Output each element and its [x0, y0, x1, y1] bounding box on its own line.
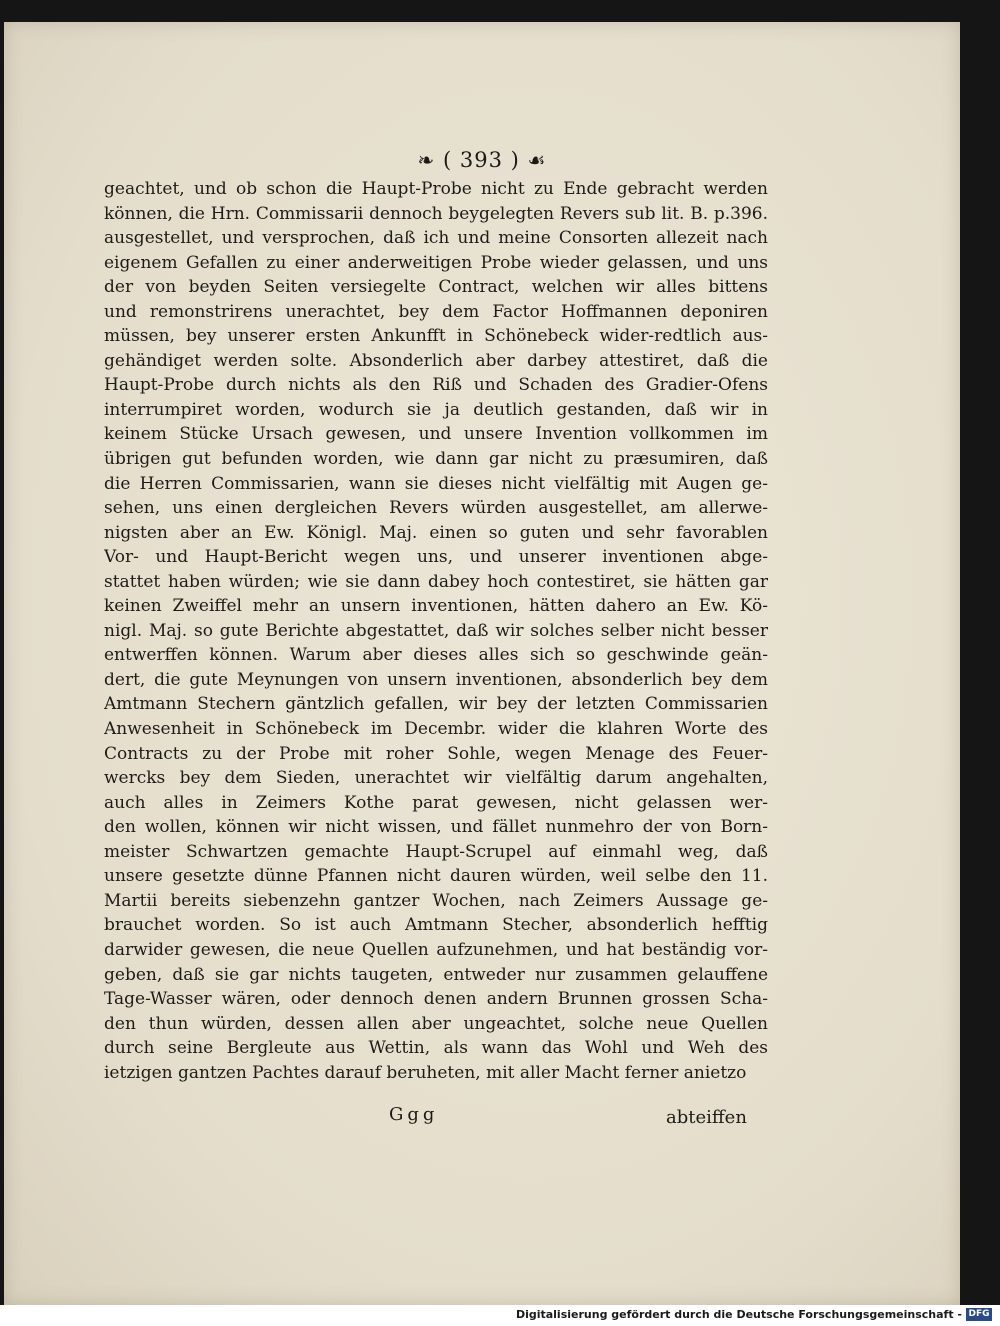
- signature-mark: Ggg: [389, 1104, 439, 1125]
- text-line: der von beyden Seiten versiegelte Contract, welchen wir alles bittens: [104, 277, 768, 298]
- text-line: ausgestellet, und versprochen, daß ich und meine Consorten allezeit nach: [104, 228, 768, 249]
- text-line: dert, die gute Meynungen von unsern inventionen, absonderlich bey dem: [104, 669, 768, 690]
- text-line: geachtet, und ob schon die Haupt-Probe nicht zu Ende gebracht werden: [104, 179, 768, 199]
- text-line: Anwesenheit in Schönebeck im Decembr. wider die klahren Worte des: [104, 719, 768, 740]
- text-line: den thun würden, dessen allen aber ungeachtet, solche neue Quellen: [104, 1013, 768, 1034]
- text-line: geben, daß sie gar nichts taugeten, entweder nur zusammen gelauffene: [104, 964, 768, 985]
- text-line: auch alles in Zeimers Kothe parat gewesen, nicht gelassen wer-: [104, 792, 768, 813]
- text-line: und remonstrirens unerachtet, bey dem Factor Hoffmannen deponiren: [104, 301, 768, 322]
- page-number: ( 393 ): [443, 148, 520, 172]
- text-line: den wollen, können wir nicht wissen, und fället nunmehro der von Born-: [104, 817, 768, 838]
- dfg-logo: DFG: [966, 1308, 992, 1321]
- text-line: nigsten aber an Ew. Königl. Maj. einen so guten und sehr favorablen: [104, 522, 768, 543]
- text-line: können, die Hrn. Commissarii dennoch beygelegten Revers sub lit. B. p.396.: [104, 203, 768, 224]
- text-line: übrigen gut befunden worden, wie dann gar nicht zu præsumiren, daß: [104, 449, 768, 470]
- page-header: [4, 148, 960, 172]
- text-line: Vor- und Haupt-Bericht wegen uns, und unserer inventionen abge-: [104, 547, 768, 568]
- text-line: die Herren Commissarien, wann sie dieses nicht vielfältig mit Augen ge-: [104, 473, 768, 494]
- text-line: meister Schwartzen gemachte Haupt-Scrupel auf einmahl weg, daß: [104, 841, 768, 862]
- text-line: Amtmann Stechern gäntzlich gefallen, wir bey der letzten Commissarien: [104, 694, 768, 715]
- text-line: Contracts zu der Probe mit roher Sohle, wegen Menage des Feuer-: [104, 743, 768, 764]
- text-line: müssen, bey unserer ersten Ankunfft in Schönebeck wider-redtlich aus-: [104, 326, 768, 347]
- text-line: stattet haben würden; wie sie dann dabey hoch contestiret, sie hätten gar: [104, 571, 768, 592]
- catchword: abteiffen: [666, 1107, 747, 1128]
- left-ornament-icon: ❧: [417, 148, 436, 172]
- text-line: durch seine Bergleute aus Wettin, als wann das Wohl und Weh des: [104, 1038, 768, 1059]
- text-line: keinen Zweiffel mehr an unsern inventionen, hätten dahero an Ew. Kö-: [104, 596, 768, 617]
- text-line: entwerffen können. Warum aber dieses alles sich so geschwinde geän-: [104, 645, 768, 666]
- text-line: eigenem Gefallen zu einer anderweitigen Probe wieder gelassen, und uns: [104, 252, 768, 273]
- text-line: Haupt-Probe durch nichts als den Riß und Schaden des Gradier-Ofens: [104, 375, 768, 396]
- text-line: brauchet worden. So ist auch Amtmann Stecher, absonderlich hefftig: [104, 915, 768, 936]
- text-line: Martii bereits siebenzehn gantzer Wochen, nach Zeimers Aussage ge-: [104, 890, 768, 911]
- document-page: [4, 22, 960, 1305]
- text-line: darwider gewesen, die neue Quellen aufzunehmen, und hat beständig vor-: [104, 939, 768, 960]
- text-line: interrumpiret worden, wodurch sie ja deutlich gestanden, daß wir in: [104, 399, 768, 420]
- digitization-credit: Digitalisierung gefördert durch die Deutsche Forschungsgemeinschaft -: [515, 1308, 962, 1321]
- text-line: wercks bey dem Sieden, unerachtet wir vielfältig darum angehalten,: [104, 768, 768, 789]
- text-line: unsere gesetzte dünne Pfannen nicht dauren würden, weil selbe den 11.: [104, 866, 768, 887]
- body-text: [104, 177, 768, 1085]
- right-ornament-icon: ☙: [527, 148, 547, 172]
- text-line: ietzigen gantzen Pachtes darauf beruheten, mit aller Macht ferner anietzo: [104, 1062, 747, 1083]
- text-line: gehändiget werden solte. Absonderlich aber darbey attestiret, daß die: [104, 350, 768, 371]
- text-line: Tage-Wasser wären, oder dennoch denen andern Brunnen grossen Scha-: [104, 989, 768, 1010]
- text-line: keinem Stücke Ursach gewesen, und unsere Invention vollkommen im: [104, 424, 768, 445]
- text-line: sehen, uns einen dergleichen Revers würden ausgestellet, am allerwe-: [104, 498, 768, 519]
- page-footer: [4, 1104, 960, 1134]
- text-line: nigl. Maj. so gute Berichte abgestattet, daß wir solches selber nicht besser: [104, 620, 768, 641]
